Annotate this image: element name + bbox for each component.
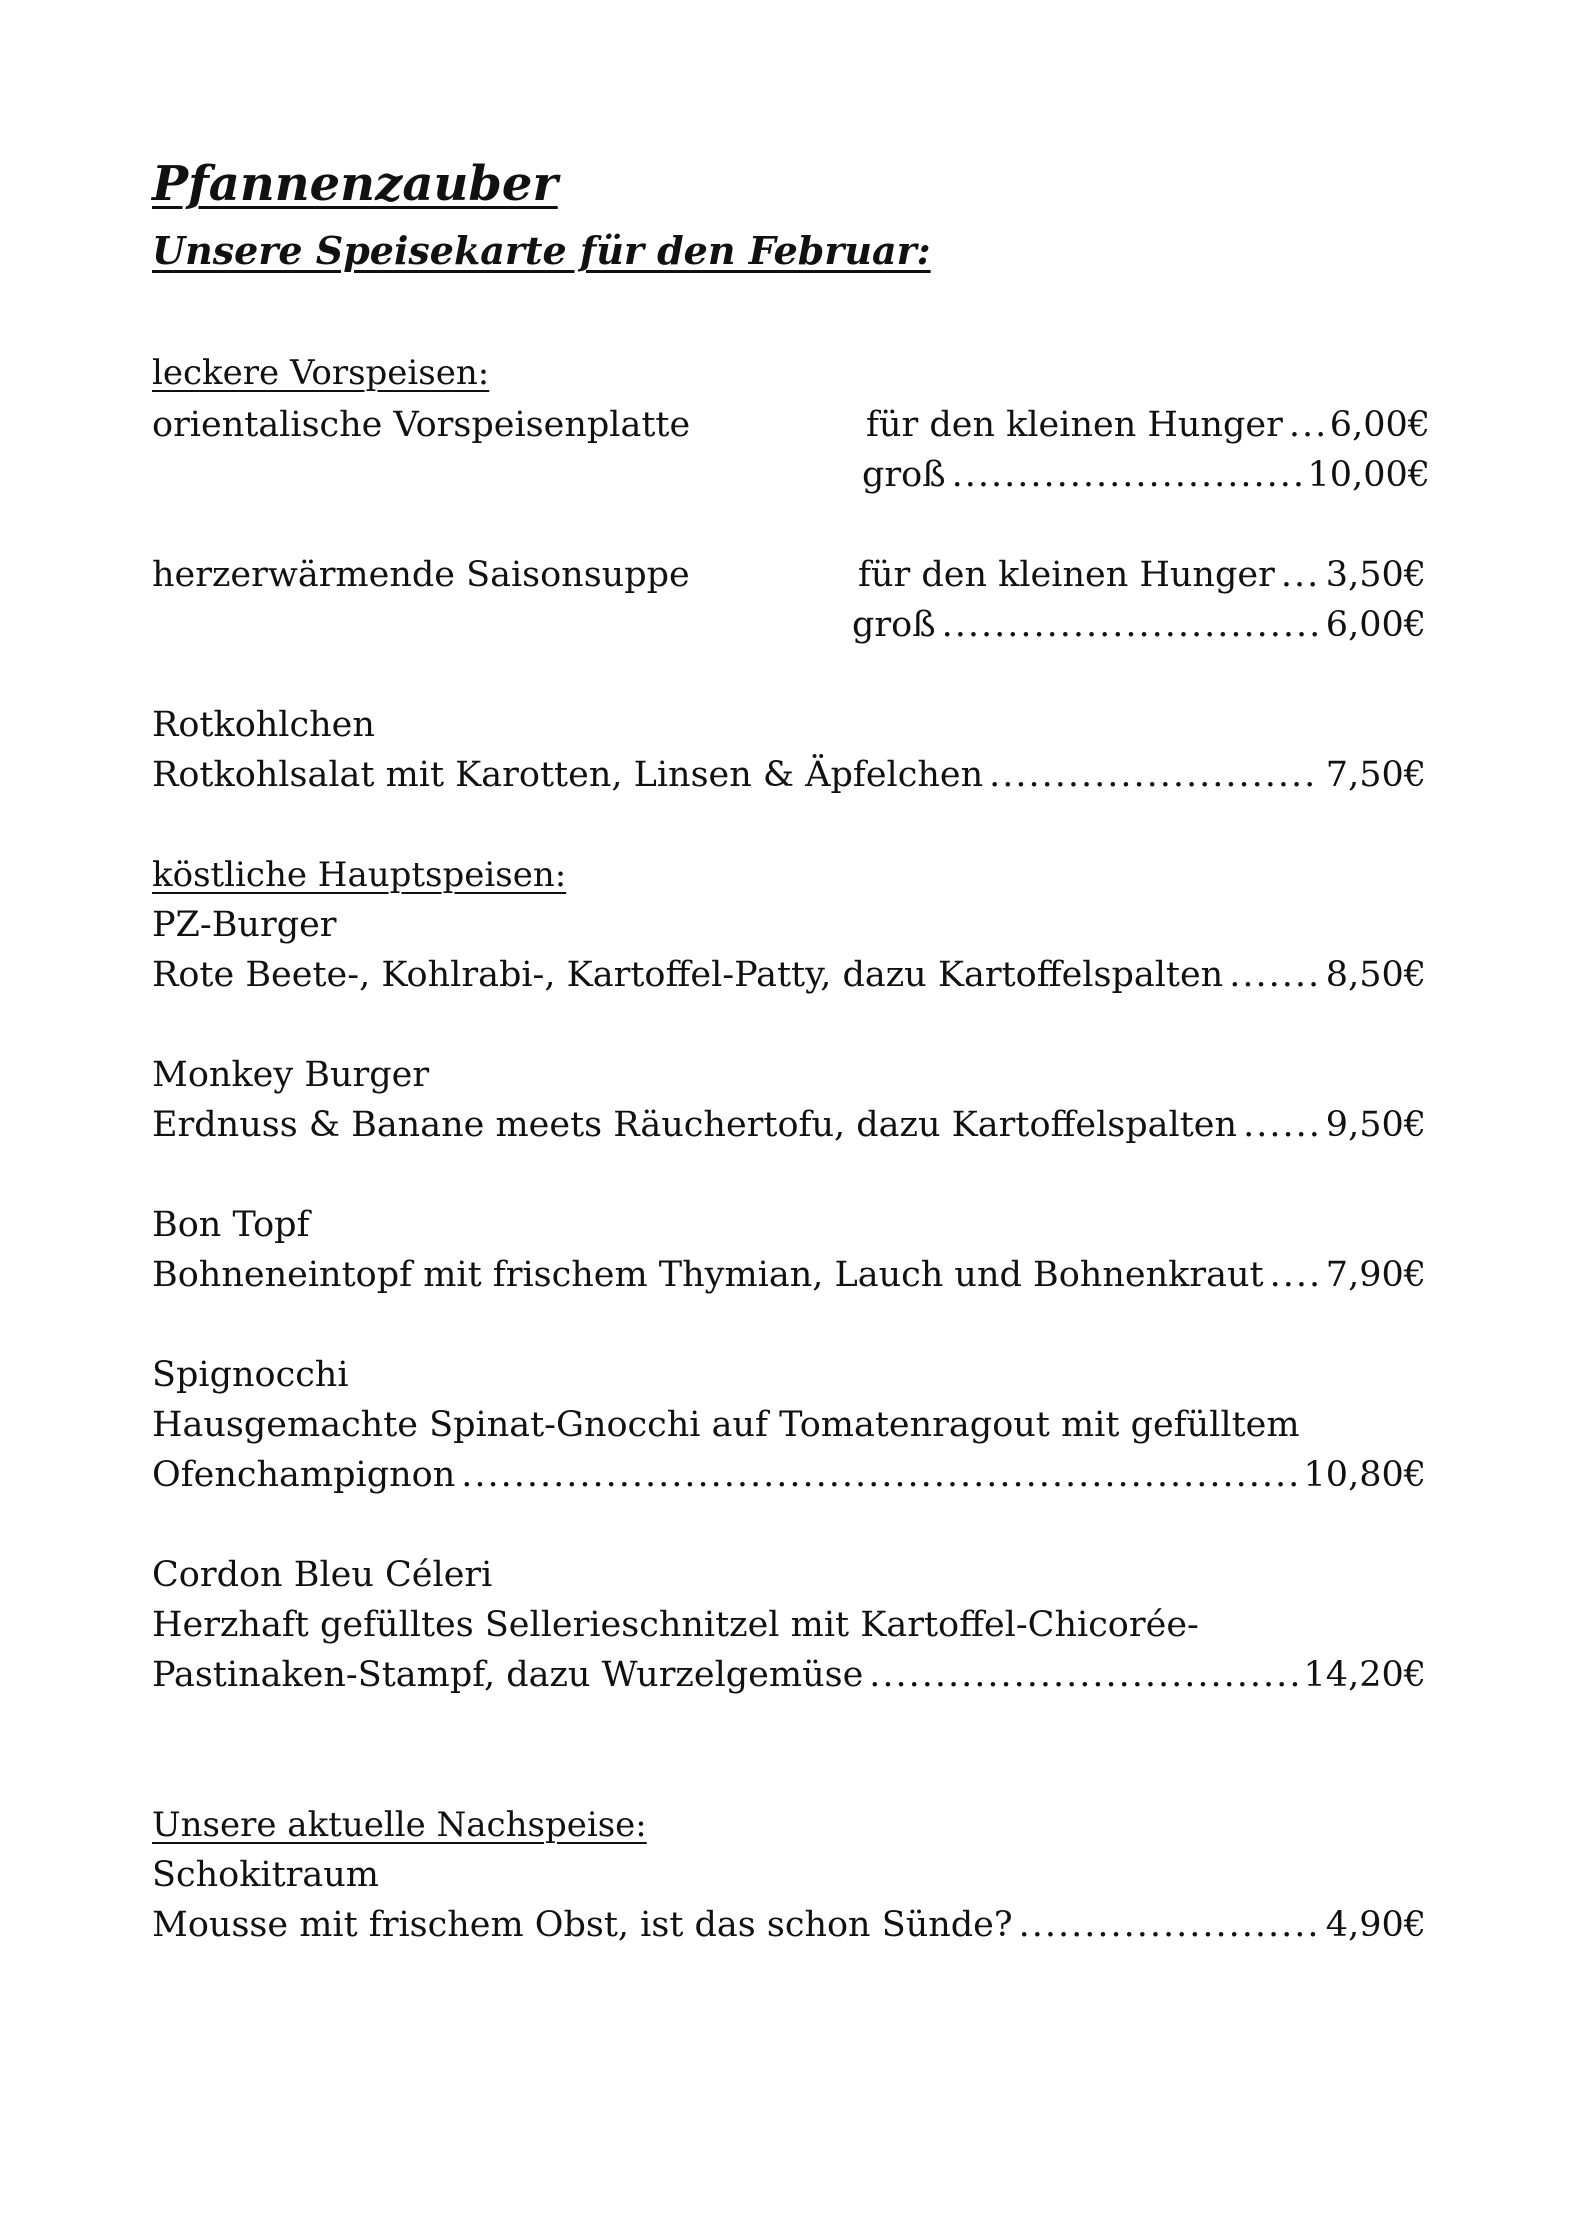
starter-2-large-row bbox=[852, 605, 1426, 645]
main-4-name: Spignocchi bbox=[152, 1355, 349, 1395]
page-subtitle: Unsere Speisekarte für den Februar: bbox=[152, 228, 931, 273]
starter-1-small-price: 6,00€ bbox=[1329, 405, 1430, 445]
main-3-row bbox=[152, 1255, 1426, 1295]
main-4-description-line1: Hausgemachte Spinat-Gnocchi auf Tomatenragout mit gefülltem bbox=[152, 1405, 1300, 1445]
main-5-description-line1: Herzhaft gefülltes Sellerieschnitzel mit Kartoffel-Chicorée- bbox=[152, 1605, 1199, 1645]
main-3-price: 7,90€ bbox=[1325, 1255, 1426, 1295]
main-5-price: 14,20€ bbox=[1303, 1655, 1426, 1695]
dot-leader bbox=[1281, 558, 1320, 593]
starter-2-large-price: 6,00€ bbox=[1325, 605, 1426, 645]
main-5-description: Pastinaken-Stampf, dazu Wurzelgemüse bbox=[152, 1655, 864, 1695]
main-3-name: Bon Topf bbox=[152, 1205, 310, 1245]
mains-heading: köstliche Hauptspeisen: bbox=[152, 855, 567, 895]
main-4-price: 10,80€ bbox=[1303, 1455, 1426, 1495]
dot-leader bbox=[461, 1458, 1297, 1493]
starter-1-name: orientalische Vorspeisenplatte bbox=[152, 405, 691, 445]
main-2-name: Monkey Burger bbox=[152, 1055, 430, 1095]
main-1-description: Rote Beete-, Kohlrabi-, Kartoffel-Patty, dazu Kartoffelspalten bbox=[152, 955, 1224, 995]
starter-1-large-row bbox=[862, 455, 1430, 495]
dessert-description: Mousse mit frischem Obst, ist das schon Sünde? bbox=[152, 1905, 1013, 1945]
dessert-heading: Unsere aktuelle Nachspeise: bbox=[152, 1805, 647, 1845]
starter-extra-price: 7,50€ bbox=[1325, 755, 1426, 795]
starter-2-name: herzerwärmende Saisonsuppe bbox=[152, 555, 690, 595]
main-1-row bbox=[152, 955, 1426, 995]
starter-2-small-price: 3,50€ bbox=[1325, 555, 1426, 595]
main-2-row bbox=[152, 1105, 1426, 1145]
dessert-name: Schokitraum bbox=[152, 1855, 379, 1895]
main-2-description: Erdnuss & Banane meets Räuchertofu, dazu Kartoffelspalten bbox=[152, 1105, 1238, 1145]
dot-leader bbox=[869, 1658, 1297, 1693]
starter-extra-description: Rotkohlsalat mit Karotten, Linsen & Äpfelchen bbox=[152, 755, 984, 795]
starter-1-small-row bbox=[866, 405, 1430, 445]
dot-leader bbox=[989, 758, 1320, 793]
main-5-name: Cordon Bleu Céleri bbox=[152, 1555, 493, 1595]
dot-leader bbox=[1229, 958, 1320, 993]
main-5-row bbox=[152, 1655, 1426, 1695]
main-4-description: Ofenchampignon bbox=[152, 1455, 456, 1495]
dessert-price: 4,90€ bbox=[1325, 1905, 1426, 1945]
main-1-price: 8,50€ bbox=[1325, 955, 1426, 995]
starters-heading: leckere Vorspeisen: bbox=[152, 353, 490, 393]
starter-1-large-label: groß bbox=[862, 455, 946, 495]
dot-leader bbox=[1243, 1108, 1320, 1143]
dot-leader bbox=[942, 608, 1320, 643]
starter-extra-row bbox=[152, 755, 1426, 795]
dot-leader bbox=[1289, 408, 1324, 443]
starter-2-small-label: für den kleinen Hunger bbox=[858, 555, 1275, 595]
dot-leader bbox=[1019, 1908, 1320, 1943]
dessert-row bbox=[152, 1905, 1426, 1945]
starter-1-small-label: für den kleinen Hunger bbox=[866, 405, 1283, 445]
starter-2-small-row bbox=[858, 555, 1426, 595]
dot-leader bbox=[952, 458, 1302, 493]
starter-1-large-price: 10,00€ bbox=[1307, 455, 1430, 495]
dot-leader bbox=[1270, 1258, 1320, 1293]
main-2-price: 9,50€ bbox=[1325, 1105, 1426, 1145]
main-4-row bbox=[152, 1455, 1426, 1495]
starter-extra-name: Rotkohlchen bbox=[152, 705, 375, 745]
starter-2-large-label: groß bbox=[852, 605, 936, 645]
main-1-name: PZ-Burger bbox=[152, 905, 337, 945]
page-title: Pfannenzauber bbox=[152, 156, 558, 212]
main-3-description: Bohneneintopf mit frischem Thymian, Lauch und Bohnenkraut bbox=[152, 1255, 1264, 1295]
